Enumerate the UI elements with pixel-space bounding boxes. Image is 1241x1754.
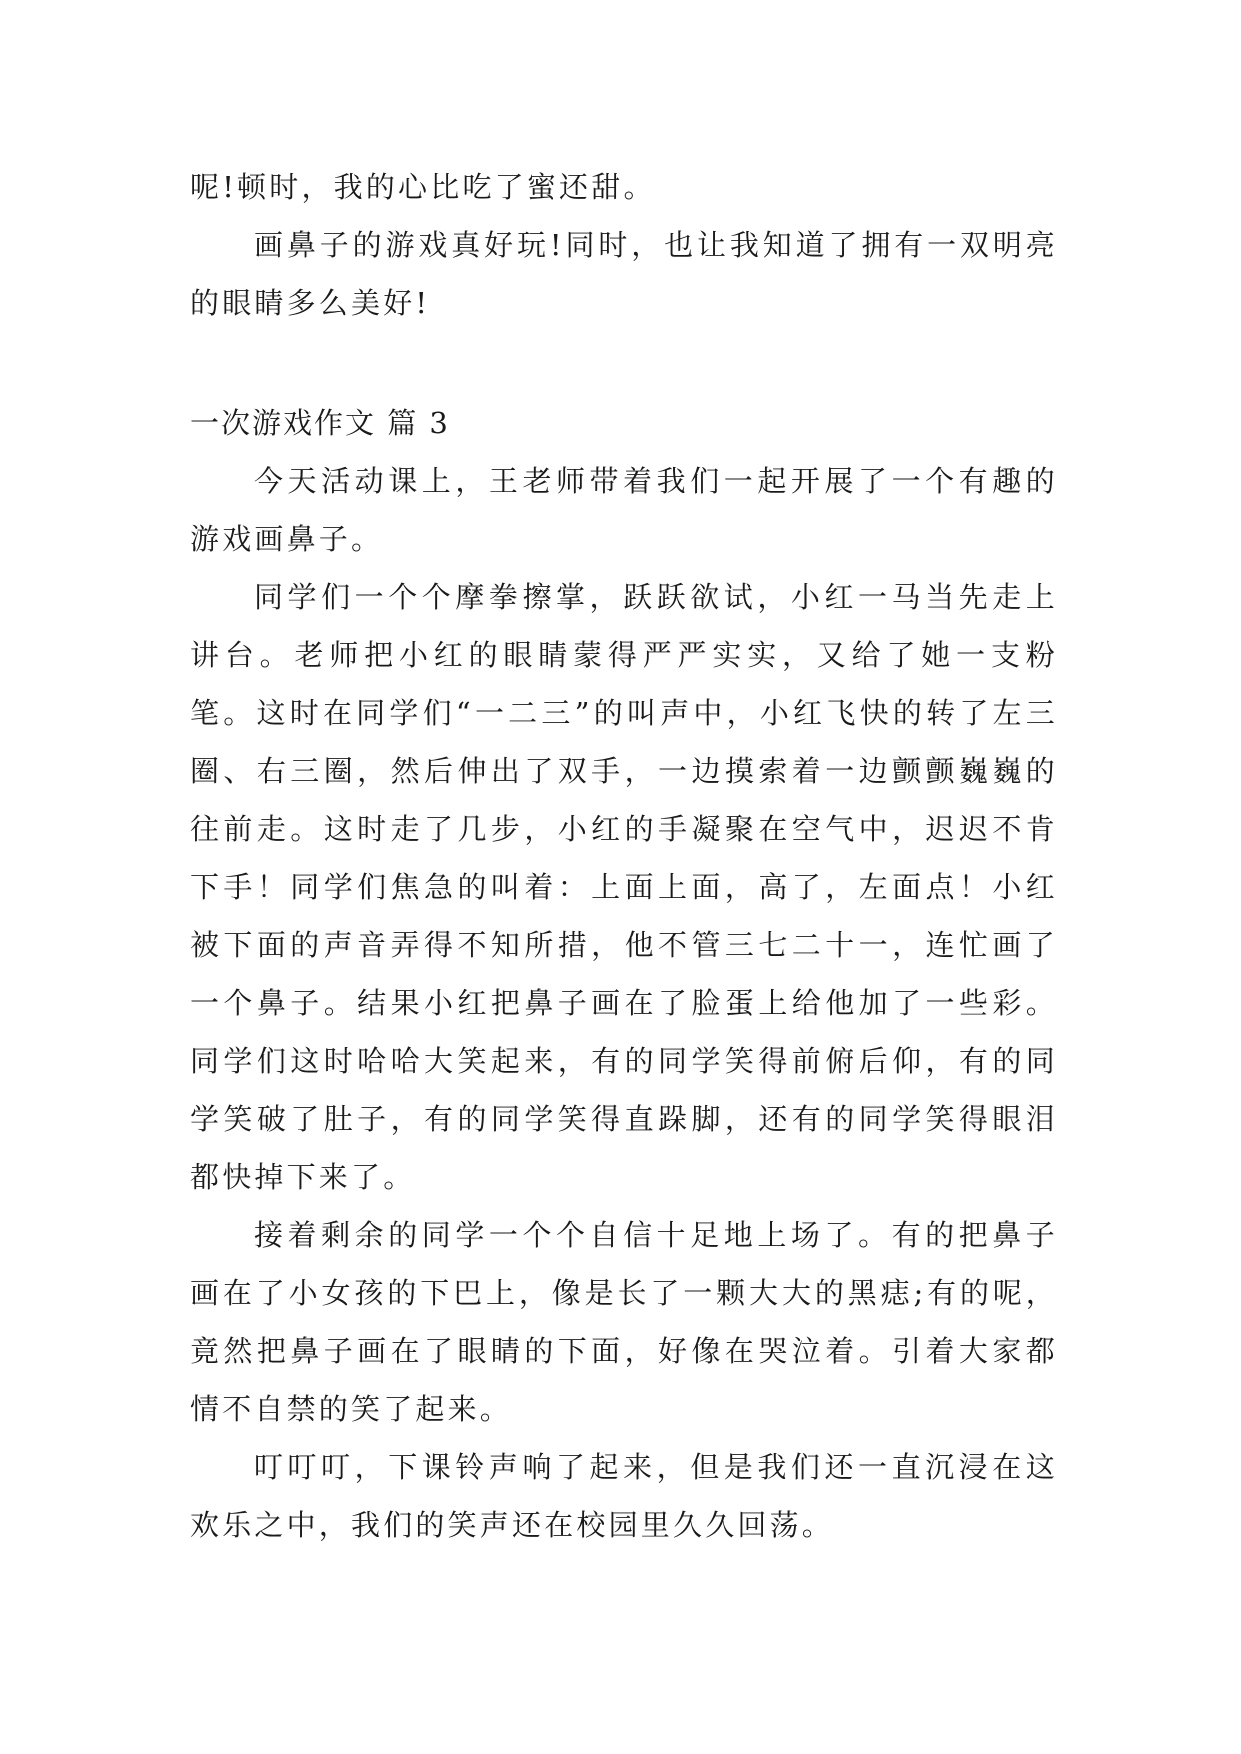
continued-paragraph: 呢!顿时，我的心比吃了蜜还甜。: [190, 170, 656, 204]
paragraph-xiaohong: 同学们一个个摩拳擦掌，跃跃欲试，小红一马当先走上讲台。老师把小红的眼睛蒙得严严实实，又给了她一支粉笔。这时在同学们“一二三”的叫声中，小红飞快的转了左三圈、右三圈，然后伸出了双手，一边摸索着一边颤颤巍巍的往前走。这时走了几步，小红的手凝聚在空气中，迟迟不肯下手！同学们焦急的叫着：上面上面，高了，左面点！小红被下面的声音弄得不知所措，他不管三七二十一，连忙画了一个鼻子。结果小红把鼻子画在了脸蛋上给他加了一些彩。同学们这时哈哈大笑起来，有的同学笑得前俯后仰，有的同学笑破了肚子，有的同学笑得直跺脚，还有的同学笑得眼泪都快掉下来了。: [190, 580, 1058, 1194]
closing-paragraph: 画鼻子的游戏真好玩!同时，也让我知道了拥有一双明亮的眼睛多么美好!: [190, 228, 1058, 320]
document-body: [190, 158, 1058, 1554]
paragraph-others: 接着剩余的同学一个个自信十足地上场了。有的把鼻子画在了小女孩的下巴上，像是长了一颗大大的黑痣;有的呢，竟然把鼻子画在了眼睛的下面，好像在哭泣着。引着大家都情不自禁的笑了起来。: [190, 1218, 1058, 1426]
section-title: 一次游戏作文 篇 3: [190, 406, 450, 440]
paragraph-intro: 今天活动课上，王老师带着我们一起开展了一个有趣的游戏画鼻子。: [190, 464, 1058, 556]
paragraph-ending: 叮叮叮，下课铃声响了起来，但是我们还一直沉浸在这欢乐之中，我们的笑声还在校园里久久回荡。: [190, 1450, 1058, 1542]
